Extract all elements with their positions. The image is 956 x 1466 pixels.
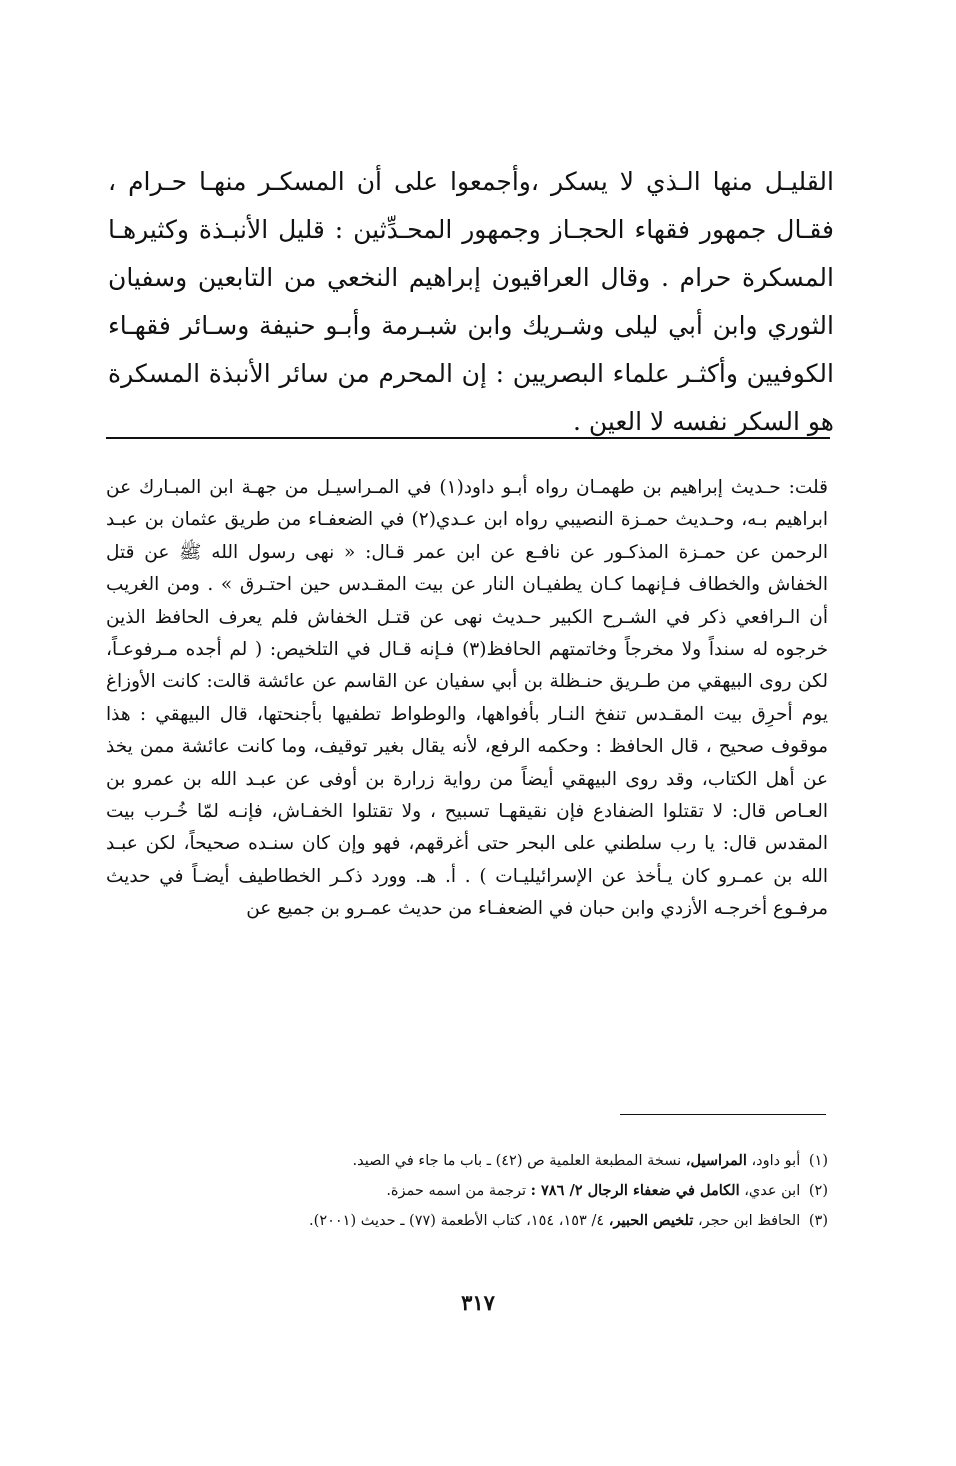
footnote-divider [620, 1114, 826, 1115]
footnote-author: ابن عدي، [744, 1183, 801, 1199]
footnote-book-title: تلخيص الحبير، [608, 1212, 694, 1229]
footnote-mark: (١) [808, 1153, 828, 1169]
footnote-book-title: المراسيل، [685, 1152, 747, 1169]
footnote-book-title: الكامل في ضعفاء الرجال ٢/ ٧٨٦ : [530, 1182, 740, 1199]
main-paragraph: القليـل منها الـذي لا يسكر ،وأجمعوا على أن المسكـر منهـا حـرام ، فقـال جمهور فقهاء الحجـاز وجمهور المحـدِّثين : قليل الأنبـذة وكثيرهـا المسكرة حرام . وقال العراقيون إبراهيم النخعي من التابعين وسفيان الثوري وابن أبي ليلى وشـريك وابن شبـرمة وأبـو حنيفة وسـائر فقهـاء الكوفيين وأكثـر علماء البصريين : إن المحرم من سائر الأنبذة المسكرة هو السكر نفسه لا العين . [108, 167, 834, 436]
footnote-2 [106, 1176, 828, 1206]
footnote-reference: ترجمة من اسمه حمزة. [386, 1183, 526, 1199]
footnote-mark: (٢) [808, 1183, 828, 1199]
footnote-author: أبو داود، [751, 1153, 801, 1169]
page-number: ٣١٧ [461, 1290, 495, 1315]
commentary-paragraph: قلت: حـديث إبراهيم بن طهمـان رواه أبـو داود(١) في المـراسيـل من جهـة ابن المبـارك عن ابراهيم بـه، وحـديث حمـزة النصيبي رواه ابن عـدي(٢) في الضعفـاء من طريق عثمان بن عبـد الرحمن عن حمـزة المذكـور عن نافـع عن ابن عمر قـال: « نهى رسول الله ﷺ عن قتل الخفاش والخطاف فـإنهما كـان يطفيـان النار عن بيت المقـدس حين احتـرق » . ومن الغريب أن الـرافعي ذكر في الشـرح الكبير حـديث نهى عن قتـل الخفاش فلم يعرف الحافظ الذين خرجوه له سنداً ولا مخرجاً وخاتمتهم الحافظ(٣) فـإنه قـال في التلخيص: ( لم أجده مـرفوعـاً، لكن روى البيهقي من طـريق حنـظلة بن أبي سفيان عن القاسم عن عائشة قالت: كانت الأوزاغ يوم أحرِق بيت المقـدس تنفخ النـار بأفواهها، والوطواط تطفيها بأجنحتها، قال البيهقي : هذا موقوف صحيح ، قال الحافظ : وحكمه الرفع، لأنه يقال بغير توقيف، وما كانت عائشة ممن يخذ عن أهل الكتاب، وقد روى البيهقي أيضاً من رواية زرارة بن أوفى عن عبـد الله بن عمرو بن العـاص قال: لا تقتلوا الضفادع فإن نقيقهـا تسبيح ، ولا تقتلوا الخفـاش، فإنـه لمّا خُـرب بيت المقدس قال: يا رب سلطني على البحر حتى أغرقهم، فهو وإن كان سنـده صحيحاً، لكن عبـد الله بن عمـرو كان يـأخذ عن الإسرائيليـات ) . أ. هـ. وورد ذكـر الخطاطيف أيضـاً في حديث مرفـوع أخرجـه الأزدي وابن حبان في الضعفـاء من حديث عمـرو بن جميع عن [106, 477, 829, 920]
footnote-author: الحافظ ابن حجر، [698, 1213, 801, 1229]
footnote-reference: ٤/ ١٥٣، ١٥٤، كتاب الأطعمة (٧٧) ـ حديث (٢٠٠١). [309, 1213, 605, 1229]
footnote-1 [106, 1146, 828, 1176]
main-divider [106, 437, 830, 439]
footnote-3 [106, 1206, 828, 1236]
footnote-reference: نسخة المطبعة العلمية ص (٤٢) ـ باب ما جاء في الصيد. [352, 1153, 682, 1169]
main-text-block [108, 158, 834, 446]
commentary-block [106, 472, 828, 926]
footnote-mark: (٣) [808, 1213, 828, 1229]
footnotes-list [106, 1146, 828, 1236]
